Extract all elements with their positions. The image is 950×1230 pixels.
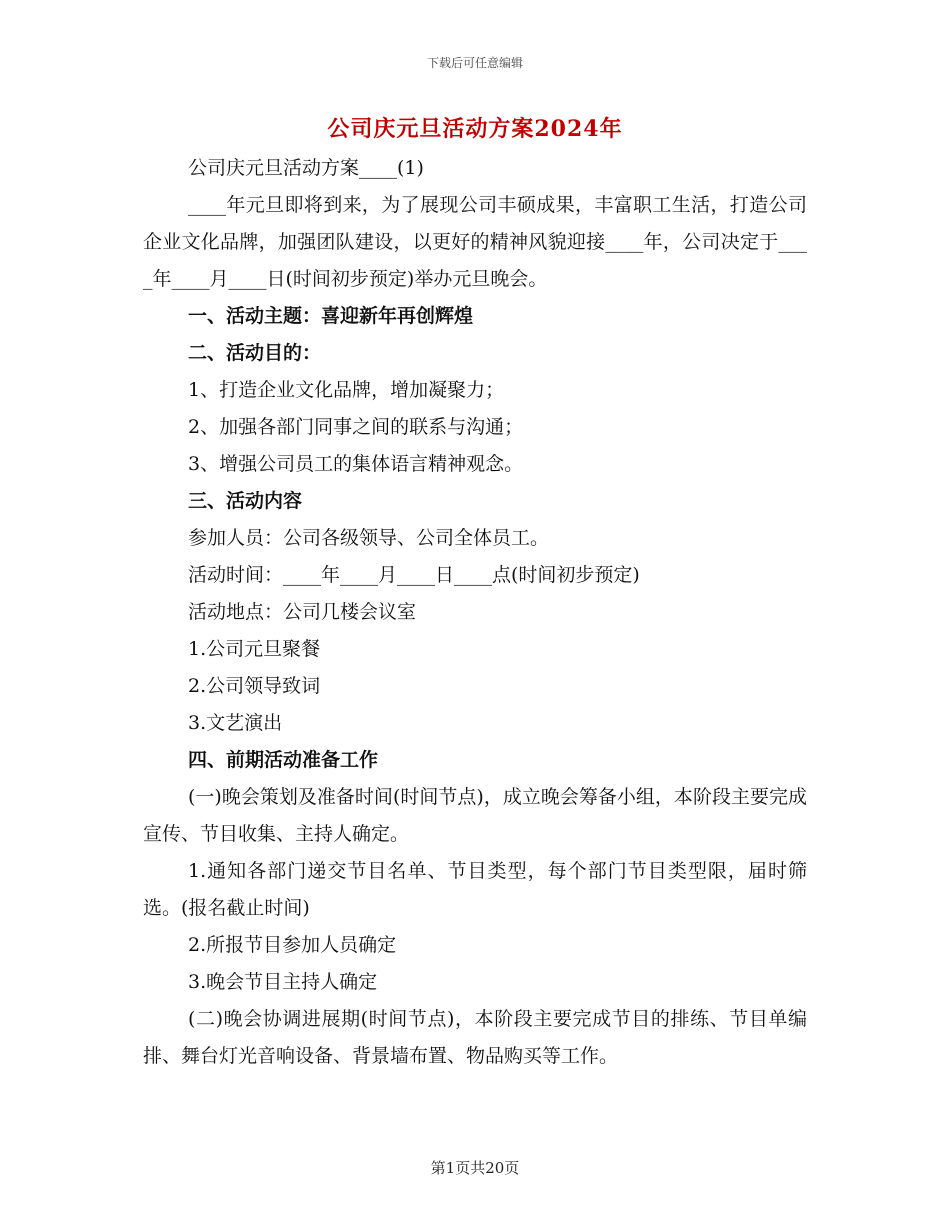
section-heading: 三、活动内容: [188, 490, 303, 512]
paragraph: (一)晚会策划及准备时间(时间节点)，成立晚会筹备小组，本阶段主要完成宣传、节目收集、主持人确定。: [143, 786, 807, 845]
paragraph: 公司庆元旦活动方案____(1): [188, 157, 424, 179]
paragraph: (二)晚会协调进展期(时间节点)，本阶段主要完成节目的排练、节目单编排、舞台灯光音响设备、背景墙布置、物品购买等工作。: [143, 1008, 807, 1067]
paragraph: 1.通知各部门递交节目名单、节目类型，每个部门节目类型限，届时筛选。(报名截止时间): [143, 860, 807, 919]
section-heading: 一、活动主题：喜迎新年再创辉煌: [188, 305, 474, 327]
paragraph: 参加人员：公司各级领导、公司全体员工。: [188, 527, 550, 549]
list-item: 3.晚会节目主持人确定: [188, 971, 378, 993]
list-item: 2.所报节目参加人员确定: [188, 934, 397, 956]
list-item: 1.公司元旦聚餐: [188, 638, 321, 660]
list-item: 3、增强公司员工的集体语言精神观念。: [188, 453, 524, 475]
list-item: 2、加强各部门同事之间的联系与沟通；: [188, 416, 524, 438]
document-body: [143, 150, 807, 1075]
page-header: 下载后可任意编辑: [426, 56, 523, 70]
section-heading: 四、前期活动准备工作: [188, 749, 379, 771]
document-title: 公司庆元旦活动方案2024年: [327, 116, 623, 142]
list-item: 3.文艺演出: [188, 712, 283, 734]
page-footer: 第1页共20页: [430, 1159, 520, 1177]
section-heading: 二、活动目的：: [188, 342, 322, 364]
list-item: 1、打造企业文化品牌，增加凝聚力；: [188, 379, 505, 401]
paragraph: 活动地点：公司几楼会议室: [188, 601, 417, 623]
paragraph: 活动时间：____年____月____日____点(时间初步预定): [188, 564, 640, 586]
list-item: 2.公司领导致词: [188, 675, 321, 697]
paragraph: ____年元旦即将到来，为了展现公司丰硕成果，丰富职工生活，打造公司企业文化品牌，加强团队建设，以更好的精神风貌迎接____年，公司决定于____年____月____日(时间初步预定)举办元旦晚会。: [143, 194, 807, 290]
